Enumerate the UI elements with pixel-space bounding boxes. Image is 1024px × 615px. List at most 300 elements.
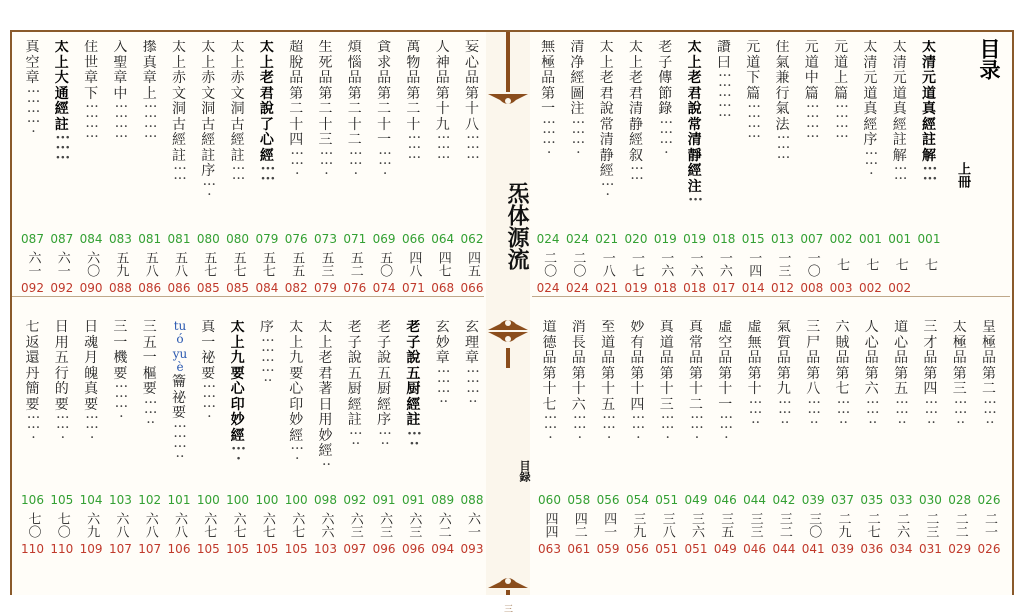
dot-leader: ····· — [407, 425, 422, 452]
page-number-chinese: 六九 — [84, 512, 100, 538]
toc-entry[interactable] — [429, 0, 457, 595]
page-number-chinese: 七〇 — [25, 512, 41, 538]
page-number-green: 062 — [460, 232, 484, 246]
dot-leader: ············ — [144, 99, 158, 145]
page-number-chinese: 七 — [863, 257, 879, 271]
page-number-green: 056 — [596, 493, 620, 507]
entry-title: 三尸品第八 ········ — [806, 320, 821, 431]
entry-title: 元道下篇 ············ — [746, 40, 761, 145]
entry-title: 太上老君說了心經 ······ — [259, 40, 276, 187]
page-number-red: 105 — [284, 542, 308, 556]
dot-leader: ··········· — [437, 363, 451, 410]
entry-title: 人神品第十九 ········· — [435, 40, 451, 166]
spine-subtitle: 目録 — [518, 460, 531, 482]
book-spine — [486, 32, 531, 615]
page-number-red: 105 — [255, 542, 279, 556]
page-number-red: 079 — [314, 281, 337, 295]
page-number-red: 017 — [712, 281, 736, 295]
page-number-chinese: 五〇 — [377, 251, 393, 277]
page-number-chinese: 四八 — [406, 251, 422, 277]
page-number-chinese: 五二 — [347, 251, 363, 277]
toc-entry[interactable] — [77, 0, 105, 595]
dot-leader: ······· — [378, 145, 392, 182]
page-number-green: 081 — [167, 232, 191, 246]
toc-entry[interactable] — [165, 0, 193, 595]
entry-title: 老子說五厨經註 ····· — [406, 320, 422, 452]
dot-leader: ········ — [144, 394, 158, 431]
page-number-chinese: 二七 — [864, 512, 880, 538]
page-number-chinese: 二〇 — [541, 251, 557, 277]
page-number-red: 051 — [684, 542, 708, 556]
page-number-green: 102 — [138, 493, 162, 507]
dot-leader: ·········· — [202, 379, 216, 425]
entry-title: 三一機要 ·········· — [113, 320, 129, 425]
page-number-green: 015 — [741, 232, 765, 246]
page-number-green: 080 — [196, 232, 220, 246]
dot-leader: ·········· — [659, 114, 673, 161]
entry-title: 超脫品第二十四 ······· — [289, 40, 304, 182]
page-number-green: 020 — [624, 232, 648, 246]
page-number-green: 037 — [831, 493, 854, 507]
page-number-red: 097 — [343, 542, 367, 556]
page-number-red: 044 — [772, 542, 796, 556]
page-number-chinese: 三六 — [689, 512, 704, 538]
page-number-chinese: 二〇 — [570, 251, 586, 277]
page-number-red: 031 — [918, 542, 942, 556]
page-number-chinese: 七 — [922, 257, 937, 271]
dot-leader: ···· — [231, 441, 246, 467]
page-number-chinese: 二一 — [982, 512, 997, 538]
dot-leader: ············ — [114, 99, 129, 145]
page-number-green: 071 — [343, 232, 367, 246]
page-number-red: 024 — [565, 281, 589, 295]
page-number-chinese: 四五 — [465, 251, 480, 277]
page-number-green: 087 — [21, 232, 44, 246]
page-number-green: 044 — [743, 493, 767, 507]
toc-entry[interactable] — [565, 0, 593, 595]
page-number-green: 100 — [196, 493, 220, 507]
spine-title: 炁体源流 — [504, 182, 530, 270]
page-number-green: 076 — [284, 232, 308, 246]
entry-title: 虛無品第十 ········ — [747, 320, 763, 431]
spine-ornament-lower — [486, 572, 530, 590]
page-number-green: 100 — [255, 493, 279, 507]
page-number-red: 018 — [653, 281, 677, 295]
dot-leader: ·· — [322, 456, 331, 473]
entry-title-text: 籥祕要 — [172, 374, 186, 421]
page-number-red: 049 — [713, 542, 737, 556]
page-number-green: 091 — [372, 493, 396, 507]
dot-leader: ········ — [954, 394, 968, 431]
entry-title: 煩惱品第二十二 ······· — [347, 40, 363, 182]
page-number-red: 021 — [595, 281, 619, 295]
entry-title: 太上九要心印妙經 ···· — [230, 320, 246, 467]
page-number-red: 014 — [741, 281, 765, 295]
page-number-chinese: 三五 — [718, 512, 734, 538]
page-number-green: 087 — [50, 232, 74, 246]
toc-entry[interactable] — [829, 0, 857, 595]
toc-entry[interactable] — [253, 0, 281, 595]
page-number-chinese: 三八 — [659, 512, 675, 538]
page-number-green: 021 — [595, 232, 619, 246]
entry-title: 太上赤文洞古經註序 ···· — [201, 40, 216, 203]
entry-title: 太上九要心印妙經 ···· — [289, 320, 304, 467]
entry-title: 日魂月魄真要 ······· — [84, 320, 99, 446]
toc-entry[interactable] — [341, 0, 369, 595]
page-number-red: 008 — [800, 281, 824, 295]
dot-leader: ········ — [924, 394, 939, 431]
page-number-chinese: 六一 — [54, 251, 70, 277]
entry-title: 太上大通經註 ········· — [54, 40, 71, 166]
dot-leader: ········· — [407, 130, 422, 166]
dot-leader: ············ — [835, 99, 849, 145]
page-number-green: 104 — [79, 493, 103, 507]
page-number-chinese: 五七 — [201, 251, 217, 277]
dot-leader: ············ — [747, 99, 761, 145]
toc-entry[interactable] — [594, 0, 622, 595]
page-number-red: 086 — [138, 281, 162, 295]
toc-entry[interactable] — [194, 0, 222, 595]
page-number-green: 024 — [565, 232, 589, 246]
dot-leader: ········ — [836, 394, 851, 431]
page-number-red: 061 — [567, 542, 591, 556]
toc-entry[interactable] — [312, 0, 340, 595]
page-number-green: 001 — [858, 232, 882, 246]
toc-entry[interactable] — [887, 0, 915, 595]
page-number-chinese: 四七 — [435, 251, 451, 277]
dot-leader: ······ — [630, 161, 644, 187]
page-number-chinese: 一六 — [716, 251, 732, 277]
entry-title: 人心品第六 ········ — [864, 320, 880, 431]
page-number-red: 110 — [21, 542, 44, 556]
toc-entry[interactable] — [370, 0, 398, 595]
dot-leader: ········ — [778, 394, 792, 431]
page-number-green: 083 — [108, 232, 132, 246]
entry-title: 生死品第二十三 ······· — [318, 40, 334, 182]
page-number-green: 060 — [538, 493, 561, 507]
page-number-green: 030 — [918, 493, 942, 507]
page-number-green: 098 — [314, 493, 337, 507]
page-number-chinese: 一六 — [658, 251, 674, 277]
toc-entry[interactable] — [106, 0, 134, 595]
page-number-red: 068 — [431, 281, 455, 295]
page-number-red: 029 — [948, 542, 972, 556]
dot-leader: ········· — [55, 130, 71, 166]
page-number-chinese: 五八 — [142, 251, 158, 277]
page-number-red: 086 — [167, 281, 191, 295]
toc-entry[interactable] — [858, 0, 886, 595]
entry-title: 六賊品第七 ········ — [835, 320, 851, 431]
dot-leader: ······· — [602, 410, 616, 446]
toc-entry[interactable] — [536, 0, 564, 595]
page-number-green: 100 — [284, 493, 308, 507]
page-number-red: 041 — [801, 542, 825, 556]
page-number-green: 080 — [226, 232, 250, 246]
spine-ornament-mid — [486, 330, 530, 348]
entry-title: 住氣兼行氣法 ········· — [775, 40, 791, 166]
page-number-red: 074 — [372, 281, 396, 295]
spine-ornament-top — [486, 92, 530, 110]
page-number-red: 071 — [401, 281, 425, 295]
entry-title: 道德品第十七 ······· — [542, 320, 558, 446]
dot-leader: ····· — [349, 425, 363, 452]
entry-title: 七返還丹簡要 ······· — [25, 320, 41, 446]
page-number-red: 093 — [460, 542, 484, 556]
dot-leader: ······ — [260, 161, 276, 187]
page-number-green: 035 — [860, 493, 884, 507]
entry-title: 序 ·············· — [259, 320, 275, 389]
page-number-green: 081 — [138, 232, 162, 246]
entry-title: 太上赤文洞古經註 ······ — [172, 40, 187, 187]
entry-title: 至道品第十五 ······· — [601, 320, 616, 446]
page-number-chinese: 四四 — [542, 512, 558, 538]
page-number-chinese: 四一 — [601, 512, 617, 538]
page-number-green: 018 — [712, 232, 736, 246]
page-number-chinese: 五九 — [113, 251, 129, 277]
entry-title: 住世章下 ············ — [84, 40, 99, 145]
toc-entry[interactable] — [770, 0, 798, 595]
dot-leader: ······ — [894, 161, 908, 187]
page-number-green: 073 — [314, 232, 337, 246]
entry-title: 老子傳節錄 ·········· — [658, 40, 673, 161]
page-number-red: 110 — [50, 542, 74, 556]
page-number-red: 076 — [343, 281, 367, 295]
toc-entry[interactable] — [653, 0, 681, 595]
page-number-green: 058 — [567, 493, 591, 507]
page-number-green: 088 — [460, 493, 484, 507]
dot-leader: ······· — [56, 410, 70, 446]
toc-entry[interactable] — [682, 0, 710, 595]
page-number-chinese: 三三 — [747, 512, 763, 538]
dot-leader: ·········· — [571, 114, 586, 161]
entry-title — [172, 320, 188, 485]
page-number-green: 033 — [889, 493, 913, 507]
toc-entry[interactable] — [799, 0, 827, 595]
page-number-red: 088 — [108, 281, 132, 295]
page-number-chinese: 五七 — [259, 251, 275, 277]
dot-leader: ··· — [688, 192, 703, 208]
entry-title: 三五一樞要 ········ — [142, 320, 158, 431]
page-number-green: 046 — [713, 493, 737, 507]
page-number-chinese: 六八 — [113, 512, 129, 538]
page-number-chinese: 六三 — [377, 512, 393, 538]
dot-leader: ········ — [748, 394, 763, 431]
page-number-green: 089 — [431, 493, 455, 507]
page-number-chinese: 六八 — [172, 512, 187, 538]
page-number-chinese: 一三 — [775, 251, 791, 277]
page-number-chinese: 二九 — [835, 512, 851, 538]
entry-title: 虛空品第十一 ······· — [718, 320, 733, 446]
page-number-chinese: 七 — [834, 257, 850, 271]
page-number-green: 054 — [625, 493, 649, 507]
page-number-red: 107 — [108, 542, 132, 556]
dot-leader: ······· — [26, 410, 41, 446]
page-number-green: 103 — [108, 493, 132, 507]
page-number-green: 091 — [401, 493, 425, 507]
page-number-chinese: 五三 — [318, 251, 334, 277]
page-number-green: 105 — [50, 493, 74, 507]
entry-title: 太清元道真經序 ······· — [863, 40, 879, 182]
page-number-green: 028 — [948, 493, 972, 507]
volume-label: 上冊 — [955, 162, 970, 188]
dot-leader: ············ — [806, 99, 820, 145]
page-number-chinese: 六八 — [142, 512, 158, 538]
entry-title: 妙有品第十四 ······· — [630, 320, 646, 446]
entry-title: 妄心品第十八 ········· — [465, 40, 480, 166]
dot-leader: ······· — [719, 410, 733, 446]
page-number-chinese: 六六 — [318, 512, 334, 538]
page-number-chinese: 一〇 — [804, 251, 820, 277]
entry-title: 太上赤文洞古經註 ······ — [230, 40, 246, 187]
dot-leader: ···· — [290, 441, 304, 467]
toc-entry[interactable] — [975, 0, 1003, 595]
dot-leader: ········ — [983, 394, 997, 431]
page-number-green: 019 — [653, 232, 677, 246]
toc-entry[interactable] — [48, 0, 76, 595]
page-number-chinese: 七 — [892, 257, 908, 271]
page-number-red: 018 — [683, 281, 707, 295]
page-number-red: 082 — [284, 281, 308, 295]
page-number-red: 094 — [431, 542, 455, 556]
page-number-chinese: 二三 — [923, 512, 939, 538]
dot-leader: ········ — [807, 394, 821, 431]
page-number-red: 056 — [625, 542, 649, 556]
entry-title: 太極品第三 ········ — [952, 320, 968, 431]
entry-title: 清净經圖注 ·········· — [570, 40, 586, 161]
page-number-chinese: 六七 — [201, 512, 217, 538]
page-number-green: 066 — [401, 232, 425, 246]
entry-title: 皇極品第二 ········ — [982, 320, 997, 431]
entry-title: 真常品第十二 ······· — [689, 320, 704, 446]
dot-leader: ········· — [776, 130, 791, 166]
dot-leader: ········ — [895, 394, 909, 431]
page-number-red: 059 — [596, 542, 620, 556]
page-number-green: 001 — [888, 232, 912, 246]
page-number-green: 039 — [801, 493, 825, 507]
entry-title: 三才品第四 ········ — [923, 320, 939, 431]
page-number-red: 109 — [79, 542, 103, 556]
dot-leader: ······· — [690, 410, 704, 446]
dot-leader: ········· — [437, 130, 451, 166]
page-number-green: 001 — [917, 232, 941, 246]
page-number-red: 012 — [771, 281, 794, 295]
ruby-annotation: tuó — [173, 320, 187, 346]
page-number-chinese: 三〇 — [806, 512, 822, 538]
toc-entry[interactable] — [136, 0, 164, 595]
page-number-red: 002 — [888, 281, 912, 295]
dot-leader: ······· — [864, 145, 879, 182]
page-number-chinese: 二六 — [894, 512, 910, 538]
dot-leader: ······· — [661, 410, 675, 446]
page-number-chinese: 七〇 — [54, 512, 70, 538]
entry-title: 玄理章 ··········· — [465, 320, 480, 410]
dot-leader: ····· — [378, 425, 392, 452]
entry-title: 太上老君說常清静經 ···· — [599, 40, 615, 203]
page-number-chinese: 三二 — [776, 512, 792, 538]
toc-entry[interactable] — [916, 0, 944, 595]
page-number-red: 003 — [829, 281, 853, 295]
spine-page-number: 三 — [504, 605, 514, 615]
toc-entry[interactable] — [711, 0, 739, 595]
dot-leader: ·········· — [114, 379, 129, 425]
page-number-green: 069 — [372, 232, 396, 246]
entry-title: 真空章 ············· — [25, 40, 41, 140]
page-number-red: 034 — [889, 542, 913, 556]
entry-title: 元道上篇 ············ — [834, 40, 849, 145]
entry-title: 太上老君清静經叙 ······ — [629, 40, 644, 187]
page-number-green: 051 — [655, 493, 679, 507]
entry-title: 玄妙章 ··········· — [435, 320, 451, 410]
toc-entry[interactable] — [458, 0, 486, 595]
dot-leader: ······· — [319, 145, 334, 182]
toc-entry[interactable] — [399, 0, 427, 595]
page-number-green: 007 — [800, 232, 824, 246]
page-number-chinese: 六七 — [289, 512, 305, 538]
page-number-chinese: 五八 — [172, 251, 187, 277]
ruby-annotation: yuè — [172, 346, 188, 374]
page-number-chinese: 二二 — [952, 512, 968, 538]
page-number-chinese: 六二 — [435, 512, 451, 538]
page-number-chinese: 六七 — [259, 512, 275, 538]
entry-title: 太清元道真經註解 ······ — [922, 40, 938, 187]
page-number-green: 049 — [684, 493, 708, 507]
page-number-red: 092 — [21, 281, 44, 295]
page-number-red: 105 — [196, 542, 220, 556]
page-number-green: 084 — [79, 232, 103, 246]
page-number-green: 079 — [255, 232, 279, 246]
page-number-red: 084 — [255, 281, 279, 295]
page-number-red: 085 — [196, 281, 220, 295]
toc-entry[interactable] — [282, 0, 310, 595]
page-number-chinese: 一八 — [599, 251, 615, 277]
toc-entry[interactable] — [741, 0, 769, 595]
page-number-green: 002 — [829, 232, 853, 246]
page-number-green: 100 — [226, 493, 250, 507]
page-number-red: 019 — [624, 281, 648, 295]
page-number-green: 101 — [167, 493, 191, 507]
toc-heading: 目录 — [977, 38, 1002, 80]
entry-title: 撡真章上 ············ — [142, 40, 158, 145]
page-number-red: 051 — [655, 542, 679, 556]
entry-title: 元道中篇 ············ — [804, 40, 820, 145]
page-number-red: 090 — [79, 281, 103, 295]
page-number-chinese: 六一 — [465, 512, 480, 538]
toc-entry[interactable] — [19, 0, 47, 595]
toc-entry[interactable] — [623, 0, 651, 595]
dot-leader: ······· — [290, 145, 304, 182]
toc-entry[interactable] — [224, 0, 252, 595]
dot-leader: ······· — [85, 410, 99, 446]
page-number-chinese: 五七 — [230, 251, 246, 277]
page-number-chinese: 一六 — [687, 251, 703, 277]
page-number-red: 092 — [50, 281, 74, 295]
page-number-chinese: 四二 — [571, 512, 587, 538]
page-number-green: 064 — [431, 232, 455, 246]
dot-leader: ·············· — [261, 332, 275, 389]
page-number-chinese: 六七 — [230, 512, 246, 538]
page-number-green: 106 — [21, 493, 44, 507]
toc-entry[interactable] — [946, 0, 974, 595]
dot-leader: ··············· — [718, 68, 732, 124]
dot-leader: ······· — [349, 145, 363, 182]
dot-leader: ········· — [466, 130, 480, 166]
page-number-green: 042 — [772, 493, 796, 507]
dot-leader: ···· — [202, 176, 216, 203]
page-number-green: 019 — [683, 232, 707, 246]
page-number-red: 002 — [858, 281, 882, 295]
dot-leader: ······ — [231, 161, 246, 187]
page-number-red: 024 — [536, 281, 560, 295]
